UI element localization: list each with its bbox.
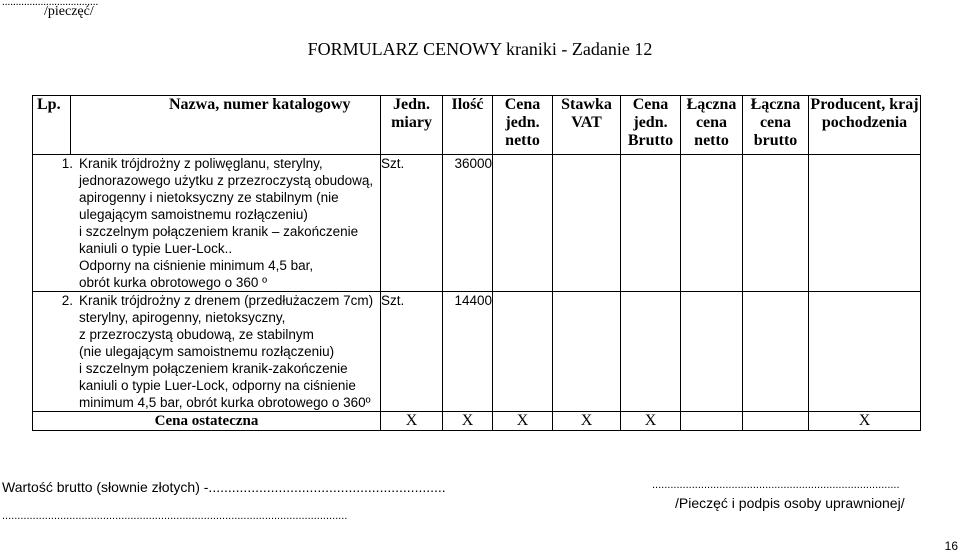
price-form-table: [32, 95, 921, 431]
empty-cell: [743, 155, 809, 292]
total-mark: X: [381, 412, 443, 431]
col-header-unit-net-price: Cena jedn. netto: [493, 96, 553, 155]
item-number: 2.: [61, 293, 73, 308]
item-line: sterylny, apirogenny, nietoksyczny,: [79, 310, 286, 325]
empty-cell: [681, 155, 743, 292]
empty-cell: [743, 412, 809, 431]
item-line: z przezroczystą obudową, ze stabilnym: [79, 327, 314, 342]
empty-cell: [621, 155, 681, 292]
col-header-qty: Ilość: [443, 96, 493, 155]
empty-cell: [553, 292, 621, 412]
total-mark: X: [809, 412, 921, 431]
item-line: (nie ulegającym samoistnemu rozłączeniu): [79, 344, 335, 359]
empty-cell: [621, 292, 681, 412]
total-mark: X: [553, 412, 621, 431]
item-line: minimum 4,5 bar, obrót kurka obrotowego o 360º: [79, 395, 371, 410]
item-unit: Szt.: [381, 155, 443, 292]
col-header-vat-rate: Stawka VAT: [553, 96, 621, 155]
col-header-total-gross: Łączna cena brutto: [743, 96, 809, 155]
item-line: ulegającym samoistnemu rozłączeniu): [79, 207, 308, 222]
form-title: FORMULARZ CENOWY kraniki - Zadanie 12: [307, 39, 653, 59]
signature-label: /Pieczęć i podpis osoby uprawnionej/: [675, 495, 905, 511]
item-line: jednorazowego użytku z przezroczystą obudową,: [79, 173, 374, 188]
item-unit: Szt.: [381, 292, 443, 412]
col-header-unit-gross-price: Cena jedn. Brutto: [621, 96, 681, 155]
empty-cell: [809, 155, 921, 292]
table-row: [33, 292, 921, 412]
item-description: [33, 292, 381, 412]
total-label: Cena ostateczna: [33, 412, 381, 431]
table-row: [33, 155, 921, 292]
item-line: apirogenny i nietoksyczny ze stabilnym (nie: [79, 190, 339, 205]
total-row: [33, 412, 921, 431]
stamp-dotted-line: ...................................: [2, 0, 99, 8]
total-mark: X: [621, 412, 681, 431]
page-number: 16: [944, 539, 958, 553]
total-mark: X: [443, 412, 493, 431]
empty-cell: [743, 292, 809, 412]
item-qty: 14400: [443, 292, 493, 412]
empty-cell: [681, 412, 743, 431]
item-line: i szczelnym połączeniem kranik – zakończenie: [79, 224, 359, 239]
empty-cell: [553, 155, 621, 292]
gross-value-in-words: Wartość brutto (słownie złotych) -.............................................................: [2, 479, 446, 495]
item-description: [33, 155, 381, 292]
item-line: Odporny na ciśnienie minimum 4,5 bar,: [79, 258, 314, 273]
total-mark: X: [493, 412, 553, 431]
item-line: kaniuli o typie Luer-Lock, odporny na ciśnienie: [79, 378, 356, 393]
gross-value-dotted-line: .................................................................................................................: [2, 510, 348, 522]
col-header-name: Nazwa, numer katalogowy: [71, 96, 381, 155]
item-line: Kranik trójdrożny z drenem (przedłużaczem 7cm): [79, 293, 374, 308]
empty-cell: [493, 155, 553, 292]
col-header-total-net: Łączna cena netto: [681, 96, 743, 155]
header-row: [33, 96, 921, 155]
item-line: Kranik trójdrożny z poliwęglanu, sterylny,: [79, 156, 323, 171]
item-qty: 36000: [443, 155, 493, 292]
stamp-label: /pieczęć/: [44, 4, 94, 19]
col-header-lp: Lp.: [33, 96, 71, 155]
item-line: obrót kurka obrotowego o 360 º: [79, 275, 268, 290]
item-line: i szczelnym połączeniem kranik-zakończenie: [79, 361, 348, 376]
col-header-unit: Jedn. miary: [381, 96, 443, 155]
item-number: 1.: [61, 156, 73, 171]
empty-cell: [809, 292, 921, 412]
empty-cell: [493, 292, 553, 412]
col-header-producer: Producent, kraj pochodzenia: [809, 96, 921, 155]
signature-dotted-line: .................................................................................: [652, 479, 900, 491]
item-line: kaniuli o typie Luer-Lock..: [79, 241, 233, 256]
empty-cell: [681, 292, 743, 412]
